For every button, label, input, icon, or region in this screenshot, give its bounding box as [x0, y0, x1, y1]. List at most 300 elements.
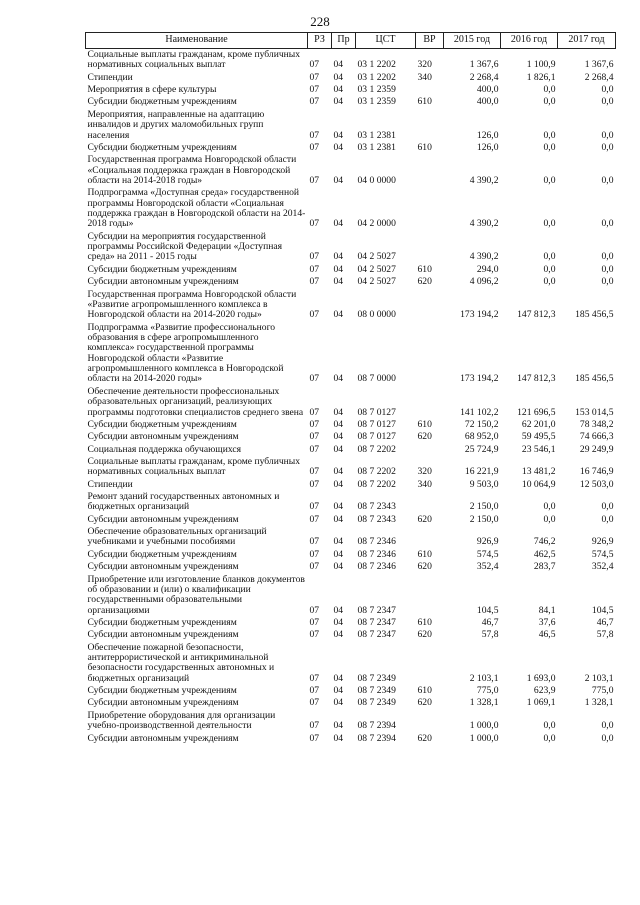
row-rz: 07 — [309, 561, 320, 573]
row-2017: 0,0 — [601, 251, 614, 263]
row-2015: 4 390,2 — [469, 251, 499, 263]
row-rz: 07 — [309, 59, 320, 71]
row-2017: 0,0 — [601, 513, 614, 525]
row-2017: 0,0 — [601, 501, 614, 513]
row-2016: 0,0 — [543, 96, 556, 108]
row-name: Подпрограмма «Развитие профессионального образования в сфере агропромышленного комплекса» государственной программы Новгородской области «Развитие агропромышленного комплекса в Новгородской области на 2014-2020 годы» — [87, 321, 284, 385]
row-rz: 07 — [309, 443, 320, 455]
row-cst: 04 2 5027 — [357, 263, 396, 275]
row-2016: 0,0 — [543, 263, 556, 275]
row-2015: 775,0 — [476, 685, 499, 697]
row-cst: 03 1 2359 — [357, 96, 396, 108]
table-row — [86, 289, 616, 322]
row-pr: 04 — [333, 732, 344, 744]
row-name: Мероприятия, направленные на адаптацию инвалидов и других маломобильных групп населения — [87, 108, 265, 141]
row-2017: 104,5 — [591, 604, 614, 616]
row-rz: 07 — [309, 604, 320, 616]
row-pr: 04 — [333, 501, 344, 513]
row-pr: 04 — [333, 373, 344, 385]
table-row — [86, 491, 616, 514]
row-cst: 04 2 5027 — [357, 251, 396, 263]
row-vr: 620 — [417, 697, 432, 709]
row-2015: 400,0 — [476, 84, 499, 96]
row-rz: 07 — [309, 513, 320, 525]
row-cst: 08 7 2346 — [357, 561, 396, 573]
row-2017: 46,7 — [596, 616, 614, 628]
row-2016: 623,9 — [533, 685, 556, 697]
row-vr: 320 — [417, 466, 432, 478]
row-2017: 0,0 — [601, 129, 614, 141]
row-cst: 04 2 5027 — [357, 276, 396, 288]
row-2017: 12 503,0 — [579, 478, 614, 490]
row-cst: 08 7 2349 — [357, 685, 396, 697]
row-cst: 03 1 2381 — [357, 141, 396, 153]
row-cst: 08 7 2202 — [357, 478, 396, 490]
row-2016: 1 826,1 — [526, 71, 556, 83]
row-name: Субсидии бюджетным учреждениям — [87, 96, 237, 108]
row-pr: 04 — [333, 561, 344, 573]
table-row — [86, 697, 616, 709]
row-pr: 04 — [333, 309, 344, 321]
row-name: Государственная программа Новгородской области «Социальная поддержка граждан в Новгородской области на 2014-2018 годы» — [87, 154, 297, 186]
row-cst: 08 0 0000 — [357, 309, 396, 321]
row-2015: 16 221,9 — [464, 466, 499, 478]
row-2017: 2 103,1 — [584, 672, 614, 684]
row-vr — [416, 109, 444, 142]
row-rz: 07 — [309, 672, 320, 684]
table-row — [86, 84, 616, 96]
row-name: Субсидии бюджетным учреждениям — [87, 263, 237, 275]
row-2015: 400,0 — [476, 96, 499, 108]
table-row — [86, 514, 616, 526]
row-2017: 775,0 — [591, 685, 614, 697]
row-cst: 04 2 0000 — [357, 218, 396, 230]
row-2015: 294,0 — [476, 263, 499, 275]
row-2016: 62 201,0 — [521, 418, 556, 430]
row-2015: 72 150,2 — [464, 418, 499, 430]
row-pr: 04 — [333, 536, 344, 548]
row-2016: 147 812,3 — [517, 373, 556, 385]
row-2015: 1 328,1 — [469, 697, 499, 709]
row-2015: 4 390,2 — [469, 218, 499, 230]
row-cst: 03 1 2381 — [357, 129, 396, 141]
row-vr: 620 — [417, 431, 432, 443]
row-2016: 1 100,9 — [526, 59, 556, 71]
table-row — [86, 710, 616, 733]
row-vr — [416, 642, 444, 685]
row-name: Социальные выплаты гражданам, кроме публичных нормативных социальных выплат — [87, 49, 301, 71]
row-2017: 1 367,6 — [584, 59, 614, 71]
row-2017: 0,0 — [601, 732, 614, 744]
row-pr: 04 — [333, 478, 344, 490]
table-row — [86, 109, 616, 142]
row-rz: 07 — [309, 466, 320, 478]
row-2017: 0,0 — [601, 174, 614, 186]
row-name: Обеспечение деятельности профессиональных образовательных организаций, реализующих программы подготовки специалистов среднего звена — [87, 385, 304, 418]
row-2015: 104,5 — [476, 604, 499, 616]
row-vr: 610 — [417, 685, 432, 697]
row-vr: 620 — [417, 276, 432, 288]
row-name: Субсидии бюджетным учреждениям — [87, 685, 237, 697]
row-pr: 04 — [333, 84, 344, 96]
row-2015: 25 724,9 — [464, 443, 499, 455]
row-name: Мероприятия в сфере культуры — [87, 84, 217, 96]
row-2017: 74 666,3 — [579, 431, 614, 443]
row-cst: 03 1 2359 — [357, 84, 396, 96]
row-2017: 1 328,1 — [584, 697, 614, 709]
table-row — [86, 386, 616, 419]
row-pr: 04 — [333, 513, 344, 525]
row-rz: 07 — [309, 406, 320, 418]
row-2017: 0,0 — [601, 84, 614, 96]
row-vr: 620 — [417, 513, 432, 525]
row-2015: 46,7 — [481, 616, 499, 628]
row-cst: 08 7 2349 — [357, 672, 396, 684]
row-name: Социальные выплаты гражданам, кроме публичных нормативных социальных выплат — [87, 455, 301, 478]
row-2017: 78 348,2 — [579, 418, 614, 430]
row-2015: 141 102,2 — [460, 406, 499, 418]
row-name: Приобретение или изготовление бланков документов об образовании и (или) о квалификации государственными образовательными организациями — [87, 573, 305, 616]
row-pr: 04 — [333, 263, 344, 275]
row-pr: 04 — [333, 174, 344, 186]
row-name: Субсидии бюджетным учреждениям — [87, 141, 237, 153]
row-rz: 07 — [309, 501, 320, 513]
row-name: Социальная поддержка обучающихся — [87, 443, 242, 455]
row-pr: 04 — [333, 685, 344, 697]
row-2017: 185 456,5 — [575, 373, 614, 385]
row-2016: 0,0 — [543, 218, 556, 230]
row-2017: 0,0 — [601, 96, 614, 108]
row-rz: 07 — [309, 478, 320, 490]
row-2016: 0,0 — [543, 513, 556, 525]
row-rz: 07 — [309, 129, 320, 141]
row-2015: 2 103,1 — [469, 672, 499, 684]
row-pr: 04 — [333, 672, 344, 684]
table-row — [86, 431, 616, 443]
row-cst: 03 1 2202 — [357, 59, 396, 71]
row-2017: 185 456,5 — [575, 309, 614, 321]
row-2017: 926,9 — [591, 536, 614, 548]
row-rz: 07 — [309, 141, 320, 153]
row-2017: 16 746,9 — [579, 466, 614, 478]
row-rz: 07 — [309, 174, 320, 186]
row-pr: 04 — [333, 251, 344, 263]
row-pr: 04 — [333, 71, 344, 83]
row-name: Обеспечение образовательных организаций учебниками и учебными пособиями — [87, 526, 267, 548]
row-name: Субсидии автономным учреждениям — [87, 697, 239, 709]
row-pr: 04 — [333, 616, 344, 628]
row-rz: 07 — [309, 418, 320, 430]
row-pr: 04 — [333, 466, 344, 478]
row-2017: 574,5 — [591, 548, 614, 560]
row-pr: 04 — [333, 431, 344, 443]
budget-table — [85, 32, 616, 745]
row-vr — [416, 444, 444, 456]
row-2015: 1 367,6 — [469, 59, 499, 71]
row-rz: 07 — [309, 251, 320, 263]
row-rz: 07 — [309, 697, 320, 709]
row-vr — [416, 154, 444, 187]
row-vr: 340 — [417, 478, 432, 490]
row-cst: 08 7 0127 — [357, 431, 396, 443]
row-rz: 07 — [309, 629, 320, 641]
row-vr — [416, 491, 444, 514]
row-cst: 08 7 2394 — [357, 720, 396, 732]
row-name: Субсидии автономным учреждениям — [87, 561, 239, 573]
row-2016: 746,2 — [533, 536, 556, 548]
row-2015: 4 096,2 — [469, 276, 499, 288]
header-cst: ЦСТ — [356, 33, 416, 49]
row-2016: 0,0 — [543, 276, 556, 288]
row-rz: 07 — [309, 548, 320, 560]
table-row — [86, 96, 616, 108]
row-vr — [416, 386, 444, 419]
row-vr: 620 — [417, 732, 432, 744]
row-2016: 46,5 — [538, 629, 556, 641]
row-2016: 59 495,5 — [521, 431, 556, 443]
row-2016: 0,0 — [543, 251, 556, 263]
row-cst: 08 7 2346 — [357, 548, 396, 560]
table-row — [86, 264, 616, 276]
header-2016: 2016 год — [501, 33, 558, 49]
row-pr: 04 — [333, 218, 344, 230]
row-pr: 04 — [333, 276, 344, 288]
table-row — [86, 733, 616, 745]
row-vr: 610 — [417, 616, 432, 628]
row-cst: 08 7 0127 — [357, 406, 396, 418]
row-2016: 0,0 — [543, 720, 556, 732]
row-rz: 07 — [309, 616, 320, 628]
header-2017: 2017 год — [558, 33, 616, 49]
row-pr: 04 — [333, 629, 344, 641]
row-cst: 08 7 2346 — [357, 536, 396, 548]
row-cst: 04 0 0000 — [357, 174, 396, 186]
row-2017: 0,0 — [601, 276, 614, 288]
row-pr: 04 — [333, 129, 344, 141]
row-name: Обеспечение пожарной безопасности, антитеррористической и антикриминальной безопасности государственных автономных и бюджетных организаций — [87, 641, 275, 684]
row-2015: 2 150,0 — [469, 513, 499, 525]
row-2017: 2 268,4 — [584, 71, 614, 83]
row-name: Субсидии автономным учреждениям — [87, 276, 239, 288]
table-row — [86, 561, 616, 573]
row-pr: 04 — [333, 406, 344, 418]
row-name: Стипендии — [87, 71, 133, 83]
row-2016: 121 696,5 — [517, 406, 556, 418]
row-name: Субсидии бюджетным учреждениям — [87, 418, 237, 430]
row-2015: 352,4 — [476, 561, 499, 573]
row-vr: 610 — [417, 96, 432, 108]
row-vr — [416, 231, 444, 264]
row-2016: 0,0 — [543, 129, 556, 141]
row-rz: 07 — [309, 373, 320, 385]
row-pr: 04 — [333, 418, 344, 430]
table-row — [86, 526, 616, 549]
row-vr — [416, 322, 444, 386]
row-vr: 610 — [417, 141, 432, 153]
row-rz: 07 — [309, 732, 320, 744]
row-vr: 340 — [417, 71, 432, 83]
row-2017: 352,4 — [591, 561, 614, 573]
row-vr: 320 — [417, 59, 432, 71]
row-2016: 10 064,9 — [521, 478, 556, 490]
row-2017: 153 014,5 — [575, 406, 614, 418]
row-2016: 1 693,0 — [526, 672, 556, 684]
row-2017: 0,0 — [601, 263, 614, 275]
row-rz: 07 — [309, 84, 320, 96]
row-pr: 04 — [333, 548, 344, 560]
row-2017: 57,8 — [596, 629, 614, 641]
row-rz: 07 — [309, 263, 320, 275]
row-cst: 08 7 2347 — [357, 629, 396, 641]
row-name: Субсидии автономным учреждениям — [87, 431, 239, 443]
row-rz: 07 — [309, 309, 320, 321]
row-rz: 07 — [309, 685, 320, 697]
row-2015: 173 194,2 — [460, 373, 499, 385]
row-name: Стипендии — [87, 478, 133, 490]
row-name: Субсидии бюджетным учреждениям — [87, 548, 237, 560]
row-rz: 07 — [309, 71, 320, 83]
row-name: Субсидии автономным учреждениям — [87, 732, 239, 744]
row-name: Субсидии на мероприятия государственной программы Российской Федерации «Доступная среда» на 2011 - 2015 годы — [87, 230, 283, 263]
row-2015: 57,8 — [481, 629, 499, 641]
row-2016: 84,1 — [538, 604, 556, 616]
row-2017: 0,0 — [601, 720, 614, 732]
row-2015: 574,5 — [476, 548, 499, 560]
row-cst: 03 1 2202 — [357, 71, 396, 83]
table-row — [86, 154, 616, 187]
row-vr: 620 — [417, 629, 432, 641]
row-pr: 04 — [333, 96, 344, 108]
row-2017: 29 249,9 — [579, 443, 614, 455]
row-2015: 1 000,0 — [469, 720, 499, 732]
row-cst: 08 7 0127 — [357, 418, 396, 430]
table-row — [86, 479, 616, 491]
table-row — [86, 444, 616, 456]
header-vr: ВР — [416, 33, 444, 49]
row-2015: 2 150,0 — [469, 501, 499, 513]
table-row — [86, 549, 616, 561]
row-cst: 08 7 2343 — [357, 501, 396, 513]
row-rz: 07 — [309, 96, 320, 108]
row-vr: 610 — [417, 418, 432, 430]
row-cst: 08 7 2349 — [357, 697, 396, 709]
row-rz: 07 — [309, 536, 320, 548]
row-2016: 462,5 — [533, 548, 556, 560]
row-2016: 1 069,1 — [526, 697, 556, 709]
table-row — [86, 187, 616, 230]
row-2015: 173 194,2 — [460, 309, 499, 321]
row-pr: 04 — [333, 141, 344, 153]
row-2015: 1 000,0 — [469, 732, 499, 744]
row-rz: 07 — [309, 276, 320, 288]
row-cst: 08 7 2347 — [357, 616, 396, 628]
row-2015: 126,0 — [476, 141, 499, 153]
table-row — [86, 49, 616, 72]
row-2016: 0,0 — [543, 141, 556, 153]
row-2016: 23 546,1 — [521, 443, 556, 455]
table-row — [86, 617, 616, 629]
row-2016: 0,0 — [543, 501, 556, 513]
row-vr — [416, 289, 444, 322]
row-cst: 08 7 2394 — [357, 732, 396, 744]
header-2015: 2015 год — [444, 33, 501, 49]
row-2015: 4 390,2 — [469, 174, 499, 186]
table-row — [86, 574, 616, 617]
page-number: 228 — [310, 14, 330, 29]
table-row — [86, 142, 616, 154]
row-2017: 0,0 — [601, 218, 614, 230]
row-cst: 08 7 2347 — [357, 604, 396, 616]
table-row — [86, 276, 616, 288]
row-vr — [416, 526, 444, 549]
row-cst: 08 7 2202 — [357, 443, 396, 455]
row-pr: 04 — [333, 720, 344, 732]
row-vr — [416, 574, 444, 617]
row-2016: 147 812,3 — [517, 309, 556, 321]
row-vr: 610 — [417, 263, 432, 275]
row-cst: 08 7 2202 — [357, 466, 396, 478]
row-2015: 9 503,0 — [469, 478, 499, 490]
row-name: Субсидии автономным учреждениям — [87, 629, 239, 641]
table-row — [86, 629, 616, 641]
row-vr — [416, 84, 444, 96]
row-name: Субсидии бюджетным учреждениям — [87, 616, 237, 628]
header-pr: Пр — [332, 33, 356, 49]
row-rz: 07 — [309, 720, 320, 732]
row-rz: 07 — [309, 218, 320, 230]
row-2015: 126,0 — [476, 129, 499, 141]
row-2016: 0,0 — [543, 174, 556, 186]
row-vr: 620 — [417, 561, 432, 573]
table-row — [86, 322, 616, 386]
row-pr: 04 — [333, 604, 344, 616]
row-2016: 0,0 — [543, 732, 556, 744]
table-row — [86, 456, 616, 479]
row-name: Субсидии автономным учреждениям — [87, 513, 239, 525]
row-2015: 926,9 — [476, 536, 499, 548]
row-pr: 04 — [333, 697, 344, 709]
row-vr — [416, 710, 444, 733]
row-2017: 0,0 — [601, 141, 614, 153]
row-pr: 04 — [333, 443, 344, 455]
row-2016: 37,6 — [538, 616, 556, 628]
row-name: Государственная программа Новгородской области «Развитие агропромышленного комплекса в Новгородской области на 2014-2020 годы» — [87, 288, 297, 321]
table-body — [86, 49, 616, 745]
row-name: Ремонт зданий государственных автономных и бюджетных организаций — [87, 491, 280, 513]
header-rz: РЗ — [308, 33, 332, 49]
row-name: Приобретение оборудования для организации учебно-производственной деятельности — [87, 709, 276, 732]
row-2015: 68 952,0 — [464, 431, 499, 443]
row-2016: 13 481,2 — [521, 466, 556, 478]
row-rz: 07 — [309, 431, 320, 443]
row-pr: 04 — [333, 59, 344, 71]
row-cst: 08 7 2343 — [357, 513, 396, 525]
table-row — [86, 419, 616, 431]
row-vr: 610 — [417, 548, 432, 560]
table-row — [86, 231, 616, 264]
row-2016: 0,0 — [543, 84, 556, 96]
row-2016: 283,7 — [533, 561, 556, 573]
row-cst: 08 7 0000 — [357, 373, 396, 385]
row-2015: 2 268,4 — [469, 71, 499, 83]
table-row — [86, 685, 616, 697]
table-header-row — [86, 33, 616, 49]
row-name: Подпрограмма «Доступная среда» государственной программы Новгородской области «Социальная поддержка граждан в Новгородской области на 2014-2018 годы» — [87, 187, 306, 230]
table-row — [86, 72, 616, 84]
header-name: Наименование — [86, 33, 308, 49]
table-row — [86, 642, 616, 685]
row-vr — [416, 187, 444, 230]
